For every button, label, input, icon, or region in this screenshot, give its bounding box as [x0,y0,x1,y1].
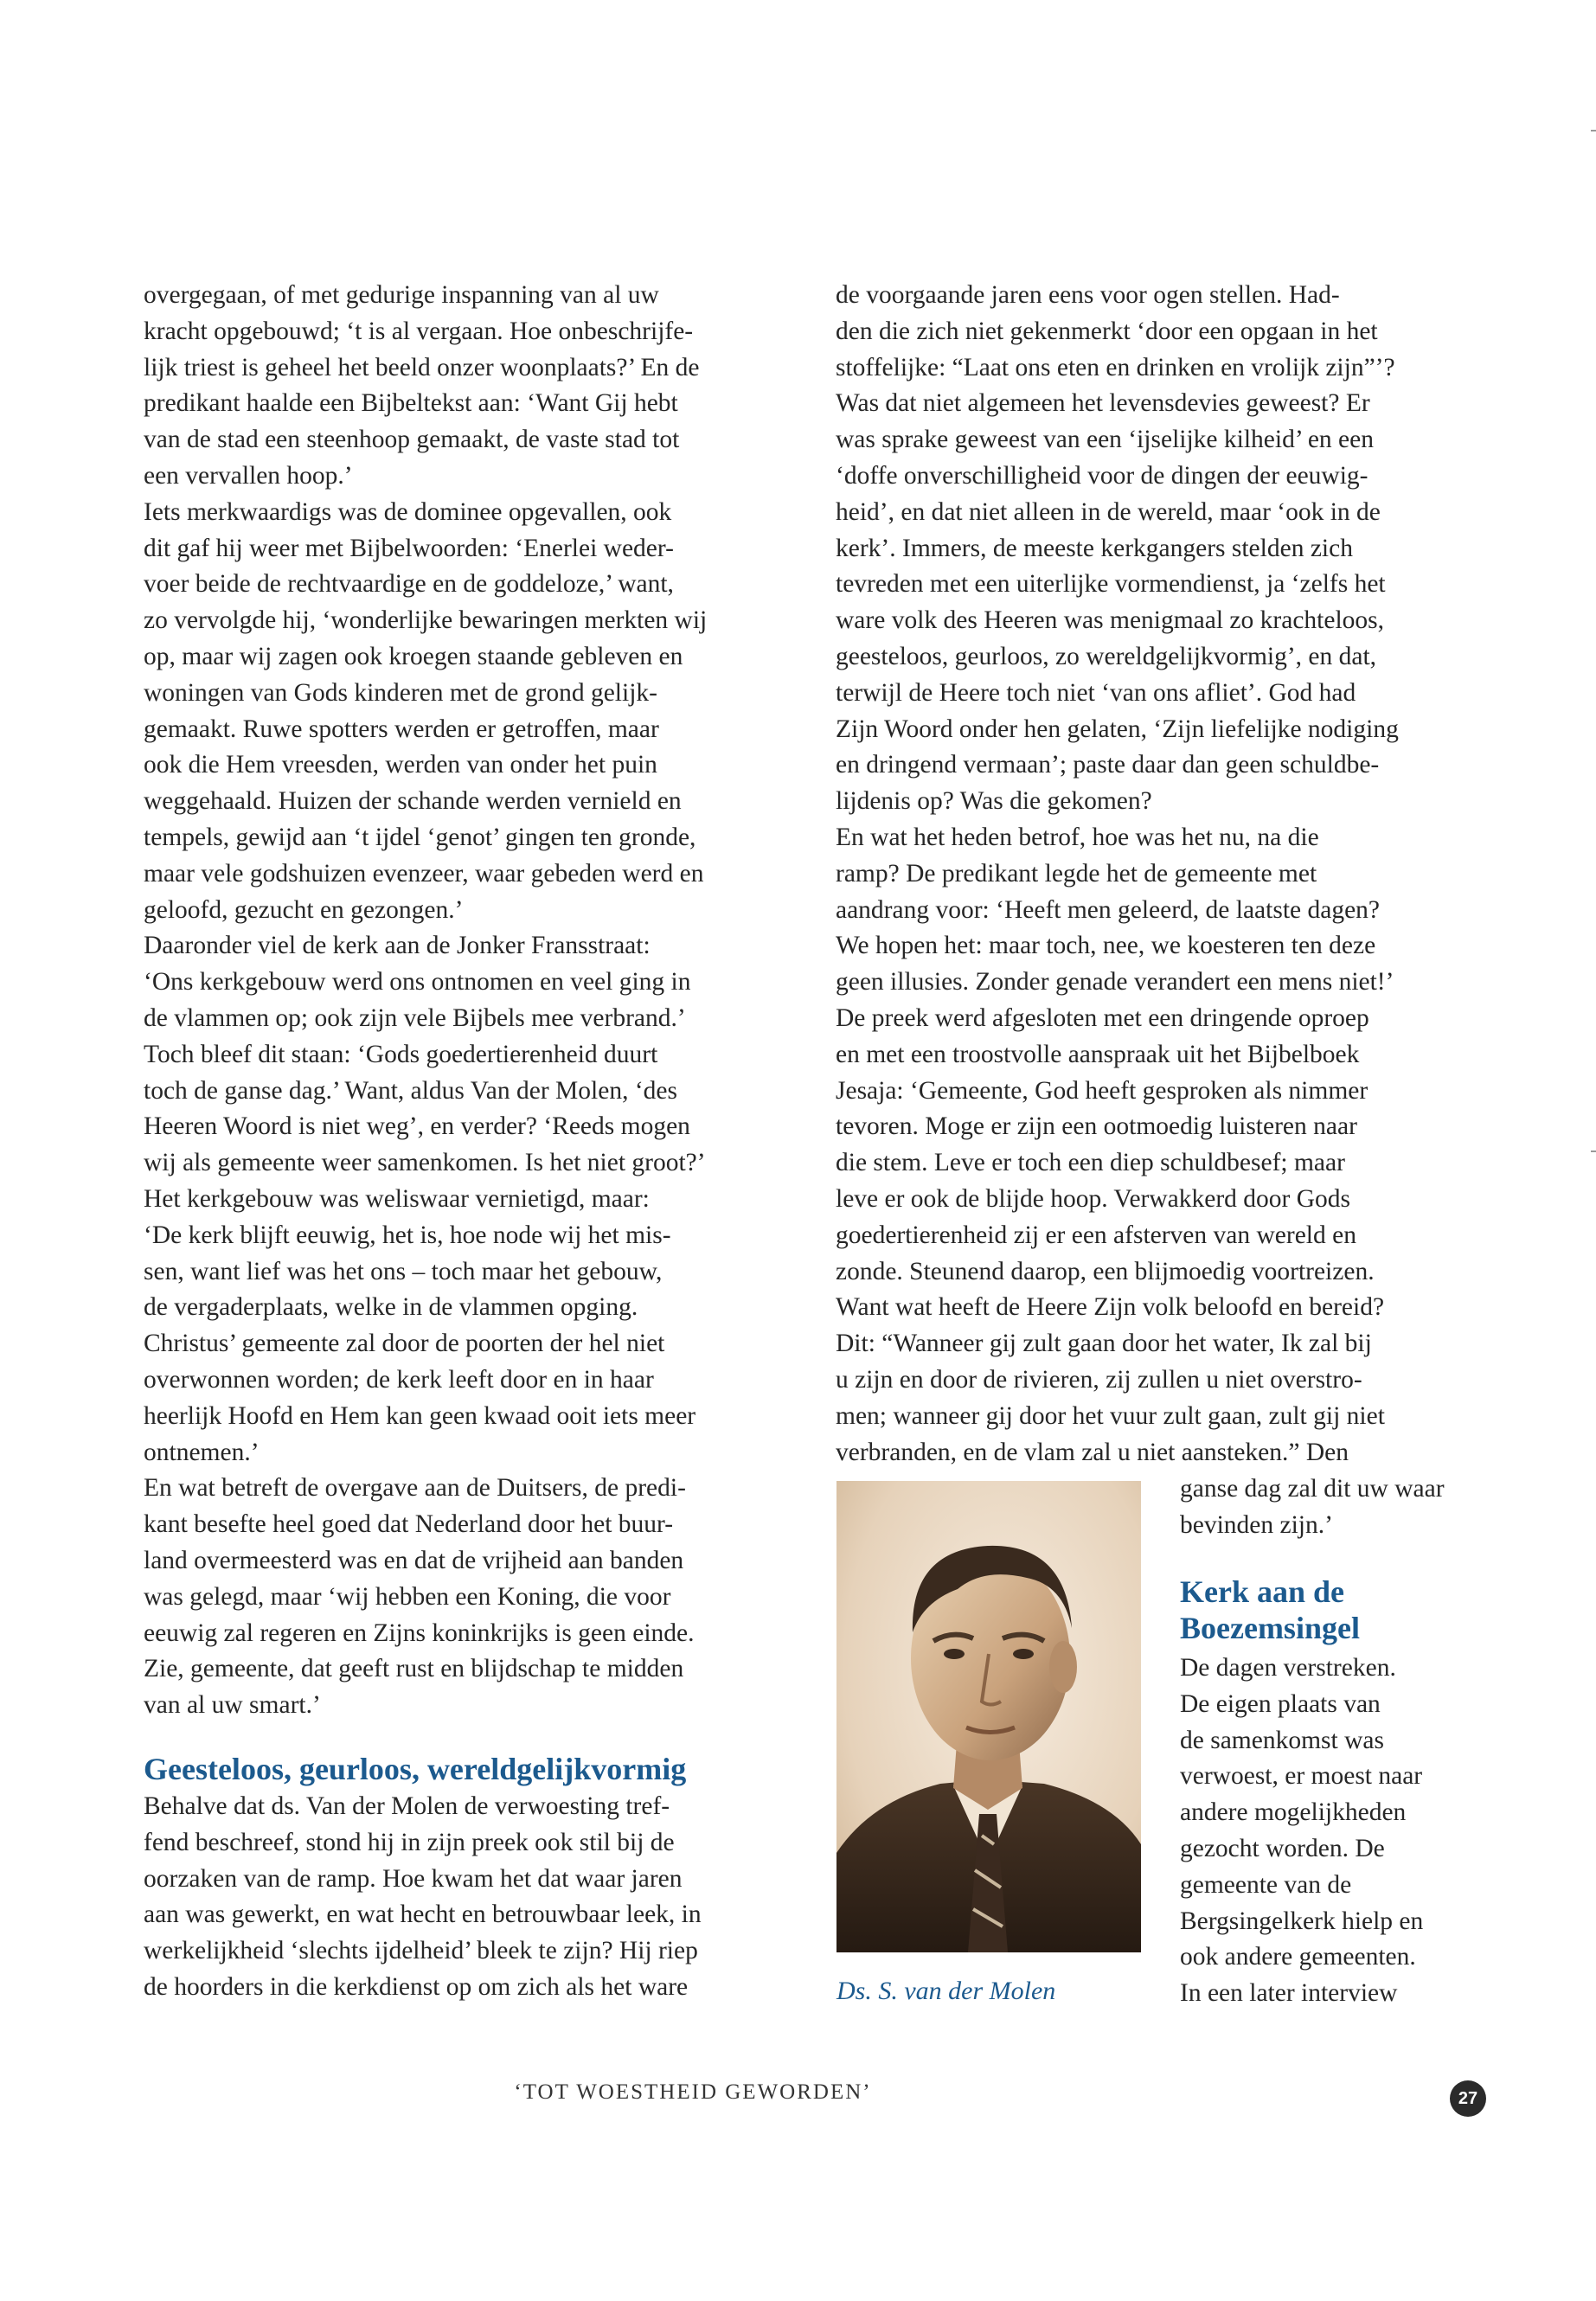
text-line: verwoest, er moest naar [1180,1762,1423,1791]
text-line: gemaakt. Ruwe spotters werden er getroffen, maar [144,715,659,743]
text-line: kracht opgebouwd; ‘t is al vergaan. Hoe onbeschrijfe- [144,317,694,345]
text-line: weggehaald. Huizen der schande werden vernield en [144,787,682,816]
text-line: Het kerkgebouw was weliswaar vernietigd, maar: [144,1185,650,1213]
text-line: geen illusies. Zonder genade verandert een mens niet!’ [836,968,1394,997]
edge-mark [1591,130,1596,131]
text-line: men; wanneer gij door het vuur zult gaan, zult gij niet [836,1401,1385,1430]
section-heading-geesteloos: Geesteloos, geurloos, wereldgelijkvormig [144,1752,687,1786]
text-line: en dringend vermaan’; paste daar dan geen schuldbe- [836,751,1380,779]
text-line: en met een troostvolle aanspraak uit het Bijbelboek [836,1040,1360,1068]
text-line: de voorgaande jaren eens voor ogen stellen. Had- [836,281,1340,309]
text-line: Toch bleef dit staan: ‘Gods goedertierenheid duurt [144,1040,658,1068]
text-line: de samenkomst was [1180,1726,1384,1754]
text-line: was sprake geweest van een ‘ijselijke kilheid’ en een [836,426,1374,454]
text-line: kerk’. Immers, de meeste kerkgangers stelden zich [836,534,1353,562]
text-line: oorzaken van de ramp. Hoe kwam het dat waar jaren [144,1864,683,1893]
text-line: In een later interview [1180,1979,1398,2008]
text-line: Want wat heeft de Heere Zijn volk beloofd en bereid? [836,1293,1385,1322]
text-line: heid’, en dat niet alleen in de wereld, maar ‘ook in de [836,497,1381,526]
text-line: ‘Ons kerkgebouw werd ons ontnomen en veel ging in [144,968,691,997]
text-line: die stem. Leve er toch een diep schuldbesef; maar [836,1149,1345,1177]
text-line: woningen van Gods kinderen met de grond gelijk- [144,678,657,707]
text-line: Jesaja: ‘Gemeente, God heeft gesproken als nimmer [836,1076,1368,1105]
text-line: Bergsingelkerk hielp en [1180,1907,1424,1935]
text-line: Daaronder viel de kerk aan de Jonker Fransstraat: [144,932,651,960]
text-line: Christus’ gemeente zal door de poorten der hel niet [144,1330,665,1358]
text-line: Zijn Woord onder hen gelaten, ‘Zijn liefelijke nodiging [836,715,1399,743]
text-line: ontnemen.’ [144,1438,260,1466]
text-line: overwonnen worden; de kerk leeft door en in haar [144,1366,654,1394]
text-line: ‘De kerk blijft eeuwig, het is, hoe node wij het mis- [144,1221,671,1249]
text-line: voer beide de rechtvaardige en de goddeloze,’ want, [144,570,674,599]
text-line: goedertierenheid zij er een afsterven van wereld en [836,1221,1356,1249]
text-line: overgegaan, of met gedurige inspanning van al uw [144,281,659,309]
portrait-photo [836,1481,1141,1952]
text-line: Zie, gemeente, dat geeft rust en blijdschap te midden [144,1655,684,1683]
text-line: gemeente van de [1180,1870,1352,1899]
text-line: Was dat niet algemeen het levensdevies geweest? Er [836,389,1370,418]
text-line: dit gaf hij weer met Bijbelwoorden: ‘Enerlei weder- [144,534,674,562]
text-line: toch de ganse dag.’ Want, aldus Van der Molen, ‘des [144,1076,677,1105]
text-line: aan was gewerkt, en wat hecht en betrouwbaar leek, in [144,1900,702,1929]
text-line: heerlijk Hoofd en Hem kan geen kwaad ooit iets meer [144,1401,696,1430]
text-line: van al uw smart.’ [144,1691,321,1720]
text-line: De preek werd afgesloten met een dringende oproep [836,1004,1369,1032]
text-line: aandrang voor: ‘Heeft men geleerd, de laatste dagen? [836,895,1381,924]
photo-caption: Ds. S. van der Molen [836,1977,1056,2005]
text-line: terwijl de Heere toch niet ‘van ons afliet’. God had [836,678,1356,707]
text-line: ramp? De predikant legde het de gemeente met [836,859,1317,888]
text-line: land overmeesterd was en dat de vrijheid aan banden [144,1547,684,1574]
text-line: wij als gemeente weer samenkomen. Is het niet groot?’ [144,1149,706,1177]
text-line: maar vele godshuizen evenzeer, waar gebeden werd en [144,859,704,888]
text-line: kant besefte heel goed dat Nederland door het buur- [144,1510,674,1539]
text-line: de hoorders in die kerkdienst op om zich als het ware [144,1973,689,2001]
text-line: ‘doffe onverschilligheid voor de dingen der eeuwig- [836,462,1368,490]
text-line: De eigen plaats van [1180,1689,1381,1718]
text-line: Boezemsingel [1180,1610,1360,1645]
text-line: tempels, gewijd aan ‘t ijdel ‘genot’ gingen ten gronde, [144,824,696,851]
running-title: ‘TOT WOESTHEID GEWORDEN’ [514,2080,872,2104]
text-line: predikant haalde een Bijbeltekst aan: ‘Want Gij hebt [144,389,678,418]
text-line: ook andere gemeenten. [1180,1943,1416,1971]
text-line: werkelijkheid ‘slechts ijdelheid’ bleek te zijn? Hij riep [144,1937,698,1965]
text-line: zonde. Steunend daarop, een blijmoedig voortreizen. [836,1257,1375,1285]
text-line: geloofd, gezucht en gezongen.’ [144,895,464,924]
text-line: ware volk des Heeren was menigmaal zo krachteloos, [836,606,1385,635]
text-line: andere mogelijkheden [1180,1798,1407,1827]
text-line: Dit: “Wanneer gij zult gaan door het water, Ik zal bij [836,1330,1372,1358]
text-line: Behalve dat ds. Van der Molen de verwoesting tref- [144,1792,670,1820]
text-line: gezocht worden. De [1180,1835,1385,1862]
text-line: ook die Hem vreesden, werden van onder het puin [144,751,657,779]
text-line: tevoren. Moge er zijn een ootmoedig luisteren naar [836,1112,1357,1141]
text-line: den die zich niet gekenmerkt ‘door een opgaan in het [836,317,1378,345]
text-line: verbranden, en de vlam zal u niet aansteken.” Den [836,1438,1349,1466]
text-line: fend beschreef, stond hij in zijn preek ook stil bij de [144,1828,675,1856]
text-line: was gelegd, maar ‘wij hebben een Koning, die voor [144,1582,671,1611]
text-line: tevreden met een uiterlijke vormendienst, ja ‘zelfs het [836,570,1386,599]
text-line: geesteloos, geurloos, zo wereldgelijkvormig’, en dat, [836,643,1377,670]
text-line: We hopen het: maar toch, nee, we koesteren ten deze [836,932,1376,960]
text-line: zo vervolgde hij, ‘wonderlijke bewaringen merkten wij [144,606,708,635]
text-line: lijk triest is geheel het beeld onzer woonplaats?’ En de [144,353,700,381]
text-line: de vlammen op; ook zijn vele Bijbels mee verbrand.’ [144,1004,686,1032]
page-number-badge: 27 [1450,2080,1486,2117]
text-line: Kerk aan de [1180,1574,1345,1609]
text-line: Iets merkwaardigs was de dominee opgevallen, ook [144,497,672,526]
text-line: de vergaderplaats, welke in de vlammen opging. [144,1293,638,1322]
text-line: ganse dag zal dit uw waar [1180,1475,1445,1503]
text-line: van de stad een steenhoop gemaakt, de vaste stad tot [144,426,680,454]
text-line: bevinden zijn.’ [1180,1510,1333,1539]
text-line: u zijn en door de rivieren, zij zullen u niet overstro- [836,1366,1362,1394]
text-line: lijdenis op? Was die gekomen? [836,787,1152,816]
text-line: een vervallen hoop.’ [144,462,353,490]
text-line: leve er ook de blijde hoop. Verwakkerd door Gods [836,1185,1351,1213]
text-line: eeuwig zal regeren en Zijns koninkrijks is geen einde. [144,1618,695,1647]
text-line: En wat het heden betrof, hoe was het nu, na die [836,824,1319,851]
text-line: De dagen verstreken. [1180,1654,1396,1682]
text-line: stoffelijke: “Laat ons eten en drinken en vrolijk zijn”’? [836,353,1395,381]
text-line: sen, want lief was het ons – toch maar het gebouw, [144,1257,663,1285]
edge-mark [1591,1150,1596,1152]
text-line: Heeren Woord is niet weg’, en verder? ‘Reeds mogen [144,1112,690,1141]
text-line: En wat betreft de overgave aan de Duitsers, de predi- [144,1474,686,1503]
text-line: op, maar wij zagen ook kroegen staande gebleven en [144,643,683,670]
